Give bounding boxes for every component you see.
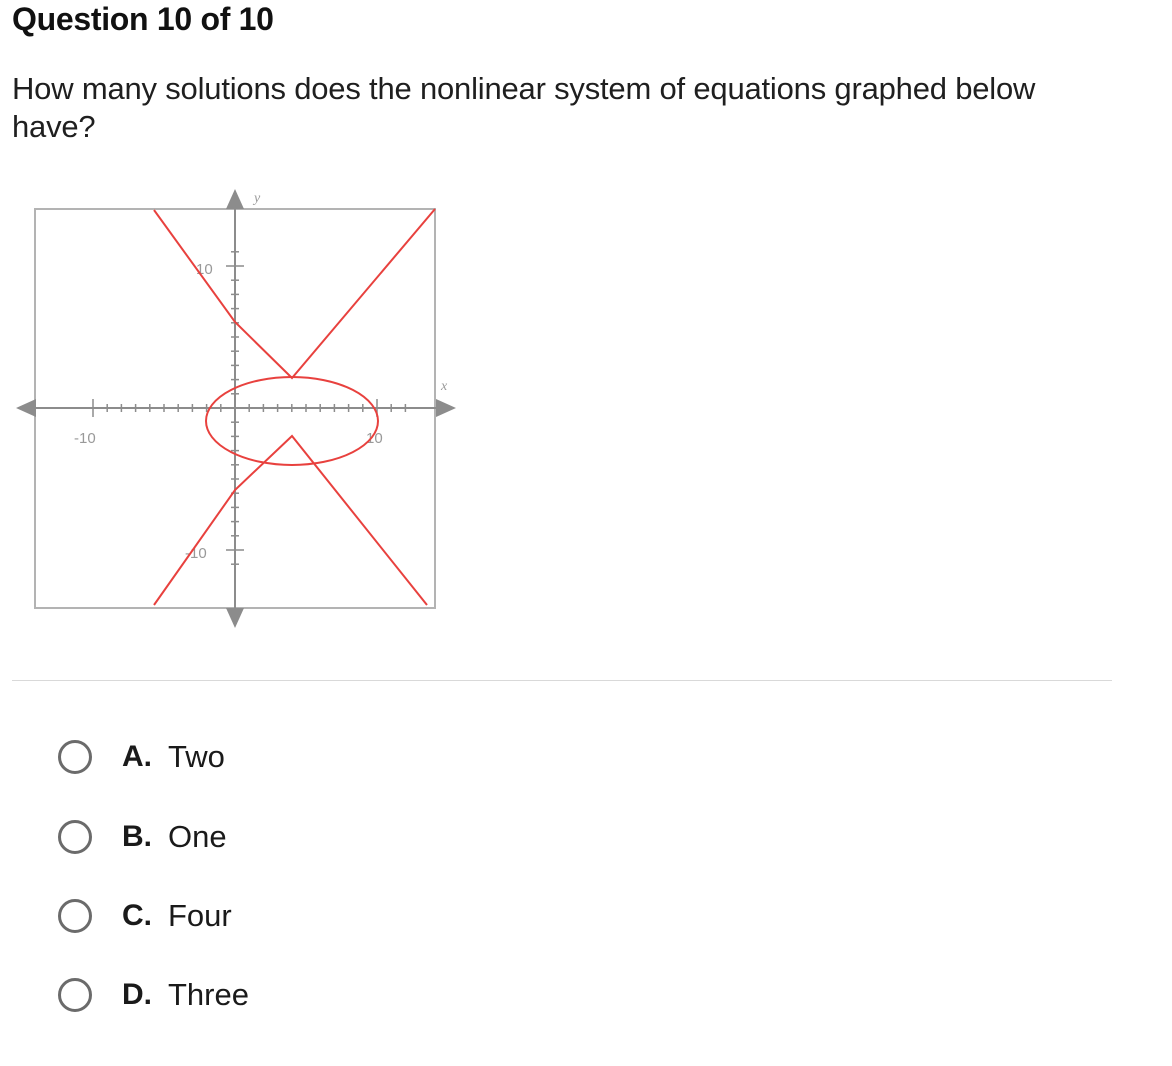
x-tick-label-neg10: -10 bbox=[74, 430, 96, 447]
lower-hyperbola-branch bbox=[154, 436, 427, 605]
y-tick-label-10: 10 bbox=[196, 261, 213, 278]
choice-a-letter: A. bbox=[122, 740, 152, 773]
ellipse-curve bbox=[206, 377, 378, 465]
upper-hyperbola-branch bbox=[154, 209, 435, 378]
choice-a-text: Two bbox=[168, 739, 225, 774]
x-axis-left-arrow bbox=[16, 399, 36, 417]
choice-b-letter: B. bbox=[122, 820, 152, 853]
y-axis-top-arrow bbox=[226, 189, 244, 209]
radio-button-c[interactable] bbox=[58, 899, 92, 933]
choice-d-text: Three bbox=[168, 977, 249, 1012]
radio-button-d[interactable] bbox=[58, 978, 92, 1012]
choice-c-letter: C. bbox=[122, 899, 152, 932]
y-axis-name: y bbox=[254, 191, 261, 206]
choice-b[interactable] bbox=[58, 816, 227, 858]
radio-button-a[interactable] bbox=[58, 740, 92, 774]
choice-b-text: One bbox=[168, 819, 227, 854]
y-tick-label-neg10: -10 bbox=[185, 545, 207, 562]
x-axis-name: x bbox=[441, 379, 448, 394]
x-tick-label-10: 10 bbox=[366, 430, 383, 447]
radio-button-b[interactable] bbox=[58, 820, 92, 854]
y-axis-bottom-arrow bbox=[226, 608, 244, 628]
choice-d[interactable] bbox=[58, 974, 249, 1016]
divider bbox=[12, 680, 1112, 681]
x-axis-right-arrow bbox=[436, 399, 456, 417]
choice-c-text: Four bbox=[168, 898, 232, 933]
coordinate-graph bbox=[0, 180, 480, 640]
question-counter: Question 10 of 10 bbox=[12, 1, 274, 37]
choice-a[interactable] bbox=[58, 736, 225, 778]
choice-d-letter: D. bbox=[122, 978, 152, 1011]
choice-c[interactable] bbox=[58, 895, 232, 937]
question-text: How many solutions does the nonlinear system of equations graphed below have? bbox=[12, 71, 1036, 144]
